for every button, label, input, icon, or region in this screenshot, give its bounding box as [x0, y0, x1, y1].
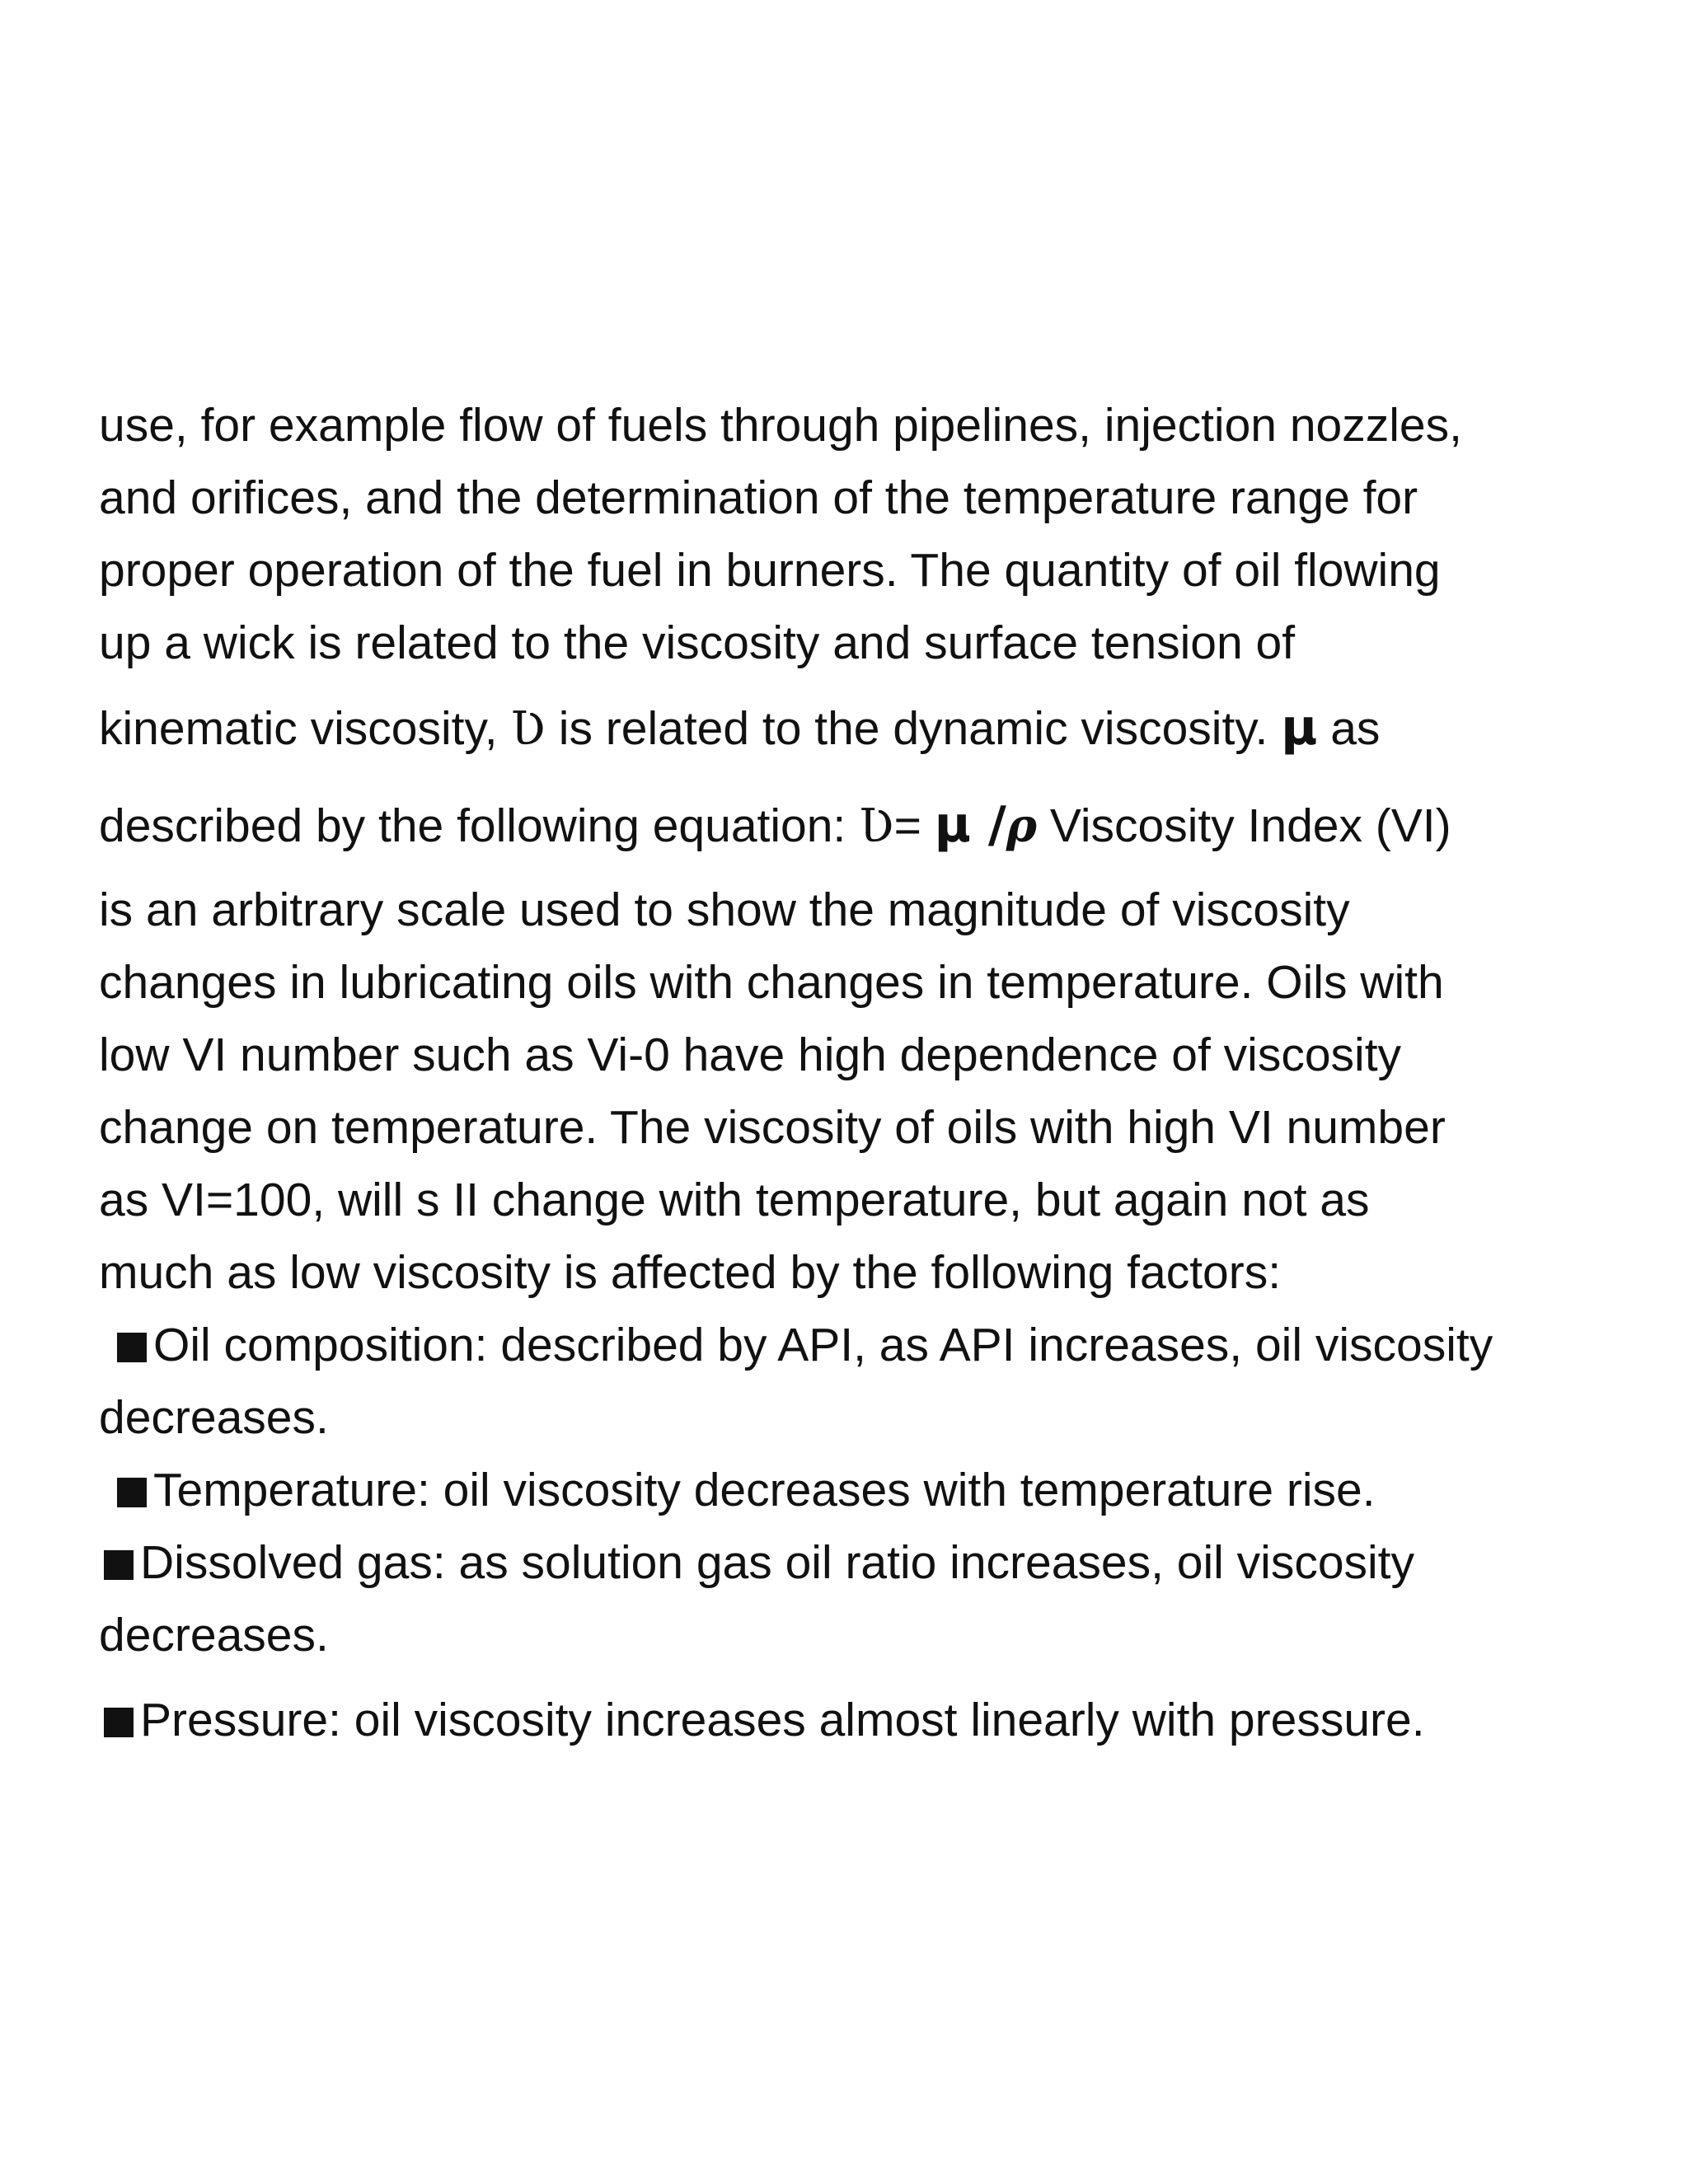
factor-text: Pressure: oil viscosity increases almost linearly with pressure. [140, 1694, 1425, 1746]
text-line: change on temperature. The viscosity of oils with high VI number [99, 1101, 1446, 1154]
division-slash: / [970, 796, 1006, 854]
text-line: is an arbitrary scale used to show the magnitude of viscosity [99, 883, 1350, 936]
text-fragment: kinematic viscosity, [99, 702, 511, 755]
text-line: and orifices, and the determination of the temperature range for [99, 471, 1418, 524]
text-fragment: Viscosity Index (VI) [1037, 799, 1451, 852]
factor-item-pressure [99, 1671, 1632, 1769]
text-line: up a wick is related to the viscosity and surface tension of [99, 616, 1296, 669]
text-fragment: as [1317, 702, 1381, 755]
text-line: proper operation of the fuel in burners. The quantity of oil flowing [99, 544, 1441, 597]
upsilon-symbol: Ʋ [510, 702, 546, 756]
factor-text: Temperature: oil viscosity decreases with temperature rise. [153, 1464, 1376, 1516]
mu-symbol: µ [934, 796, 971, 854]
body-text [99, 389, 1632, 1769]
black-square-icon [117, 1333, 147, 1362]
factor-continuation: decreases. [99, 1609, 329, 1661]
text-fragment: is related to the dynamic viscosity. [545, 702, 1282, 755]
black-square-icon [104, 1708, 134, 1737]
black-square-icon [117, 1478, 147, 1507]
mu-symbol: µ [1281, 699, 1318, 757]
factor-item-dissolved-gas [99, 1526, 1632, 1599]
factor-item-temperature [99, 1454, 1632, 1526]
factor-item-oil-composition [99, 1309, 1632, 1381]
factor-continuation: decreases. [99, 1391, 329, 1444]
black-square-icon [104, 1550, 134, 1580]
text-line: low VI number such as Vi-0 have high dependence of viscosity [99, 1029, 1402, 1081]
rho-symbol: ρ [1006, 799, 1037, 853]
text-line: use, for example flow of fuels through pipelines, injection nozzles, [99, 399, 1462, 452]
upsilon-symbol: Ʋ [859, 799, 894, 853]
factor-text: Oil composition: described by API, as API increases, oil viscosity [153, 1319, 1493, 1371]
text-fragment: described by the following equation: [99, 799, 860, 852]
text-line: changes in lubricating oils with changes in temperature. Oils with [99, 956, 1444, 1009]
equals-sign: = [893, 799, 935, 852]
text-line: much as low viscosity is affected by the following factors: [99, 1246, 1282, 1299]
text-line: as VI=100, will s II change with temperature, but again not as [99, 1174, 1370, 1226]
equation-line [99, 776, 1632, 874]
factor-text: Dissolved gas: as solution gas oil ratio increases, oil viscosity [140, 1536, 1415, 1589]
kinematic-viscosity-line [99, 679, 1632, 776]
